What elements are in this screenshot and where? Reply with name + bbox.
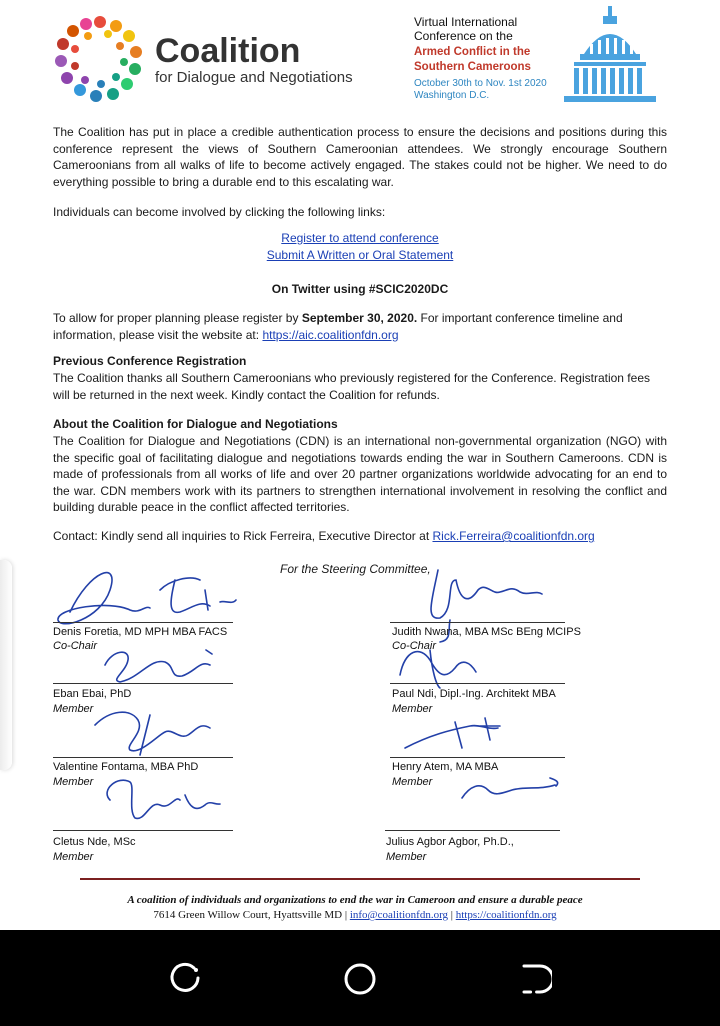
link-statement-row bbox=[0, 247, 720, 264]
signature-henry bbox=[405, 718, 500, 748]
signatory-name: Cletus Nde, MSc bbox=[53, 836, 136, 848]
statement-link[interactable]: Submit A Written or Oral Statement bbox=[266, 248, 454, 262]
signatory-role: Member bbox=[53, 851, 94, 863]
signature-valentine bbox=[95, 712, 210, 755]
prev-heading: Previous Conference Registration bbox=[53, 354, 247, 368]
conf-place: Washington D.C. bbox=[414, 90, 490, 101]
signature-denis bbox=[58, 573, 236, 624]
signatory-role: Member bbox=[386, 851, 427, 863]
conf-red2: Southern Cameroons bbox=[414, 61, 531, 73]
contact-pre: Contact: Kindly send all inquiries to Rick Ferreira, Executive Director at bbox=[53, 529, 433, 543]
sig-line-1 bbox=[53, 622, 233, 623]
footer-email-link[interactable]: info@coalitionfdn.org bbox=[349, 909, 449, 921]
intro-paragraph: The Coalition has put in place a credible authentication process to ensure the decisions and positions during this conference represent the views of Southern Cameroonian attendees. We strongly encourage Southern Cameroonians from all walks of life to become actively engaged. The stakes could not be higher. We need to do everything possible to bring a durable end to this escalating war. bbox=[53, 125, 667, 189]
conf-line1: Virtual International bbox=[414, 15, 518, 29]
org-name: Coalition bbox=[155, 32, 301, 70]
conf-red1: Armed Conflict in the bbox=[414, 46, 531, 58]
signature-cletus bbox=[107, 780, 220, 818]
register-link[interactable]: Register to attend conference bbox=[281, 231, 439, 245]
signatory-role: Member bbox=[392, 776, 433, 788]
website-link[interactable]: https://aic.coalitionfdn.org bbox=[262, 327, 399, 342]
footer-rule bbox=[80, 878, 640, 880]
conf-dates: October 30th to Nov. 1st 2020 bbox=[414, 78, 547, 89]
nav-back-icon[interactable] bbox=[516, 962, 552, 996]
signatory-role: Member bbox=[392, 703, 433, 715]
signature-eban bbox=[105, 650, 212, 682]
nav-home-icon[interactable] bbox=[342, 962, 378, 996]
contact-email-link[interactable]: Rick.Ferreira@coalitionfdn.org bbox=[432, 529, 595, 543]
signatory-name: Henry Atem, MA MBA bbox=[392, 761, 499, 773]
sig-line-3 bbox=[53, 683, 233, 684]
sig-line-4 bbox=[390, 683, 565, 684]
capitol-icon bbox=[560, 4, 660, 108]
nav-recents-icon[interactable] bbox=[168, 962, 204, 996]
conf-line2: Conference on the bbox=[414, 29, 513, 43]
sig-line-2 bbox=[390, 622, 565, 623]
signatory-role: Co-Chair bbox=[53, 640, 98, 652]
about-paragraph: The Coalition for Dialogue and Negotiations (CDN) is an international non-governmental organization (NGO) with the specific goal of facilitating dialogue and negotiations towards ending the war in Southern Cameroons. CDN is made of professionals from all works of life and over 20 partner organizations worldwide advocating for an end to the war. CDN members work with its partners to strengthen international involvement in resolving the conflict and building durable peace in the conflict affected territories. bbox=[53, 434, 667, 514]
signatory-name: Denis Foretia, MD MPH MBA FACS bbox=[53, 626, 228, 638]
navigation-bar bbox=[0, 930, 720, 1026]
footer-tagline: A coalition of individuals and organizations to end the war in Cameroon and ensure a durable peace bbox=[127, 894, 583, 906]
prev-paragraph: The Coalition thanks all Southern Cameroonians who previously registered for the Conference. Registration fees will be returned in the next week. Kindly contact the Coalition for refunds. bbox=[53, 371, 650, 402]
signatory-name: Paul Ndi, Dipl.-Ing. Architekt MBA bbox=[392, 688, 556, 700]
footer-address: 7614 Green Willow Court, Hyattsville MD bbox=[153, 909, 343, 921]
contact-line bbox=[53, 528, 693, 545]
org-subtitle: for Dialogue and Negotiations bbox=[155, 69, 353, 86]
footer-sep: | bbox=[450, 909, 453, 921]
link-register-row bbox=[0, 230, 720, 247]
sig-line-6 bbox=[390, 757, 565, 758]
sig-line-5 bbox=[53, 757, 233, 758]
sig-line-8 bbox=[385, 830, 560, 831]
signatory-role: Co-Chair bbox=[392, 640, 437, 652]
planning-paragraph bbox=[53, 310, 667, 343]
logo-hands-icon bbox=[50, 14, 150, 104]
plan-date: September 30, 2020. bbox=[301, 311, 418, 325]
plan-post: For important conference timeline and information, please visit the website at: bbox=[53, 311, 623, 342]
footer-site-link[interactable]: https://coalitionfdn.org bbox=[455, 909, 557, 921]
twitter-heading: On Twitter using #SCIC2020DC bbox=[271, 282, 449, 296]
signature-julius bbox=[462, 778, 558, 798]
signatory-name: Judith Nwana, MBA MSc BEng MCIPS bbox=[392, 626, 581, 638]
edge-tab bbox=[0, 560, 12, 770]
about-heading: About the Coalition for Dialogue and Negotiations bbox=[53, 417, 338, 431]
footer-sep: | bbox=[344, 909, 348, 921]
footer-address-row bbox=[0, 909, 710, 921]
involve-text: Individuals can become involved by clicking the following links: bbox=[53, 205, 386, 219]
signatory-name: Eban Ebai, PhD bbox=[53, 688, 132, 700]
signatory-role: Member bbox=[53, 703, 94, 715]
signatory-role: Member bbox=[53, 776, 94, 788]
signatory-name: Julius Agbor Agbor, Ph.D., bbox=[386, 836, 514, 848]
steering-text: For the Steering Committee, bbox=[280, 562, 431, 576]
header bbox=[0, 0, 720, 120]
sig-line-7 bbox=[53, 830, 233, 831]
plan-pre: To allow for proper planning please register by bbox=[53, 311, 302, 325]
signatory-name: Valentine Fontama, MBA PhD bbox=[53, 761, 199, 773]
